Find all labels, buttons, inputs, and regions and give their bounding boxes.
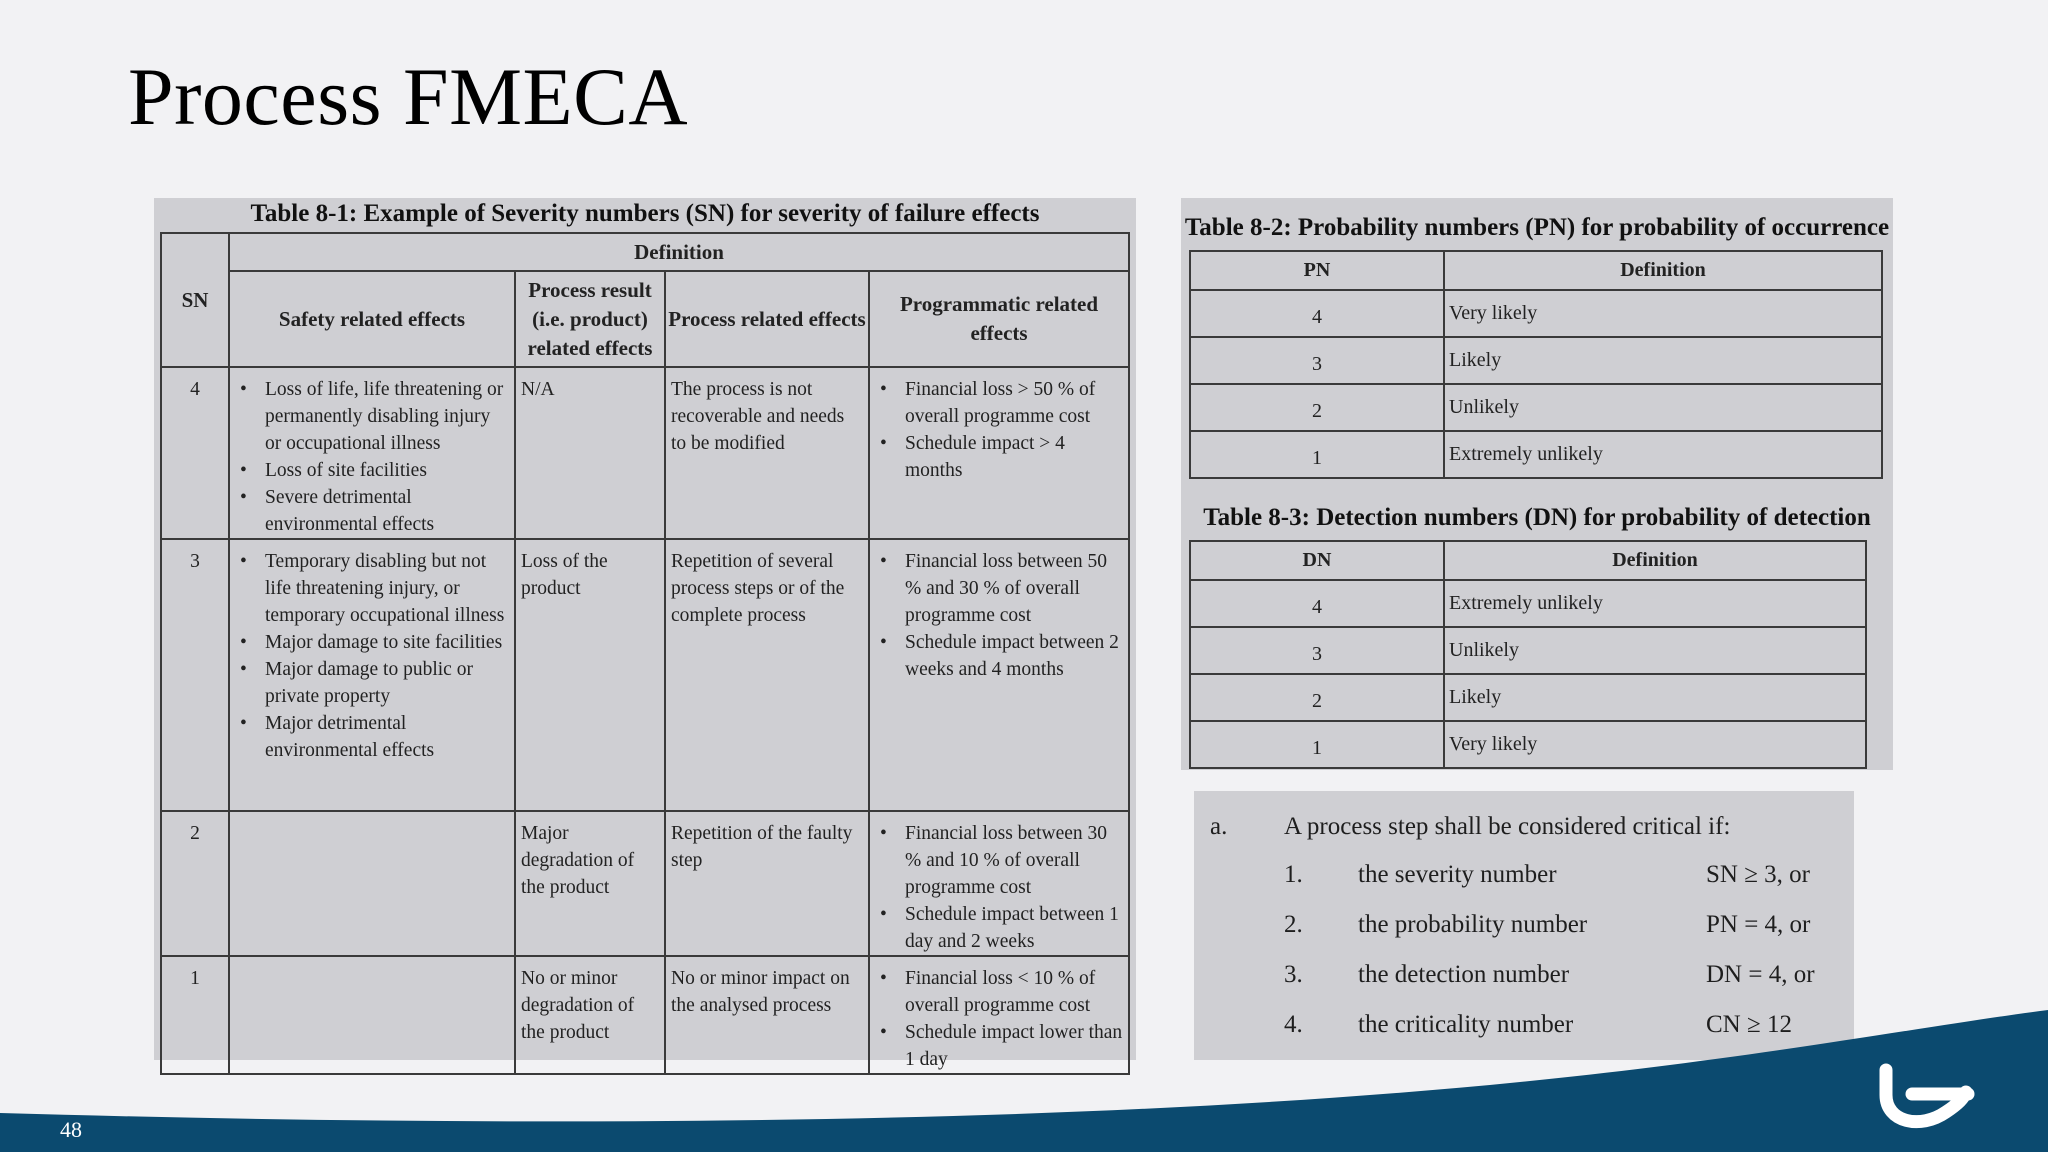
rule-item-threshold: PN = 4, or bbox=[1706, 911, 1811, 938]
pn-definition: Very likely bbox=[1444, 290, 1882, 337]
rule-item-number: 3. bbox=[1284, 961, 1303, 988]
header-pn: PN bbox=[1190, 251, 1444, 290]
rule-item-threshold: SN ≥ 3, or bbox=[1706, 861, 1811, 888]
list-item: • Major detrimental environmental effects bbox=[265, 710, 510, 764]
dn-value: 3 bbox=[1190, 627, 1444, 674]
list-item: • Loss of site facilities bbox=[265, 457, 510, 484]
pn-value: 4 bbox=[1190, 290, 1444, 337]
pn-definition: Likely bbox=[1444, 337, 1882, 384]
list-item: • Major damage to public or private property bbox=[265, 656, 510, 710]
process-result-cell: N/A bbox=[515, 367, 665, 539]
header-process-result: Process result (i.e. product) related effects bbox=[515, 271, 665, 367]
rule-item-description: the probability number bbox=[1358, 911, 1588, 938]
process-related-cell: Repetition of the faulty step bbox=[665, 811, 869, 956]
rule-label: a. bbox=[1210, 813, 1228, 840]
sn-value: 3 bbox=[161, 539, 229, 811]
list-item: • Severe detrimental environmental effects bbox=[265, 484, 510, 538]
list-item: • Schedule impact lower than 1 day bbox=[905, 1019, 1124, 1073]
dn-definition: Likely bbox=[1444, 674, 1866, 721]
process-related-cell: No or minor impact on the analysed process bbox=[665, 956, 869, 1074]
rule-item-number: 4. bbox=[1284, 1011, 1303, 1038]
slide-title: Process FMECA bbox=[128, 51, 689, 142]
list-item: • Schedule impact > 4 months bbox=[905, 430, 1124, 484]
sn-value: 2 bbox=[161, 811, 229, 956]
header-safety: Safety related effects bbox=[229, 271, 515, 367]
header-dn: DN bbox=[1190, 541, 1444, 580]
process-related-cell: Repetition of several process steps or of the complete process bbox=[665, 539, 869, 811]
header-definition: Definition bbox=[229, 233, 1129, 271]
pn-value: 3 bbox=[1190, 337, 1444, 384]
list-item: • Financial loss between 50 % and 30 % of overall programme cost bbox=[905, 548, 1124, 629]
dn-definition: Unlikely bbox=[1444, 627, 1866, 674]
sn-value: 4 bbox=[161, 367, 229, 539]
header-programmatic: Programmatic related effects bbox=[869, 271, 1129, 367]
rule-intro: A process step shall be considered critical if: bbox=[1284, 813, 1731, 840]
dn-value: 2 bbox=[1190, 674, 1444, 721]
rule-item-threshold: DN = 4, or bbox=[1706, 961, 1815, 988]
process-result-cell: Loss of the product bbox=[515, 539, 665, 811]
footer-wave-shape bbox=[0, 1010, 2048, 1152]
dn-definition: Very likely bbox=[1444, 721, 1866, 768]
detection-table-caption: Table 8-3: Detection numbers (DN) for probability of detection bbox=[1203, 504, 1871, 531]
rule-item-description: the severity number bbox=[1358, 861, 1557, 888]
rule-item-description: the detection number bbox=[1358, 961, 1570, 988]
rule-item-description: the criticality number bbox=[1358, 1011, 1574, 1038]
rule-item-threshold: CN ≥ 12 bbox=[1706, 1011, 1792, 1038]
probability-table-caption: Table 8-2: Probability numbers (PN) for probability of occurrence bbox=[1184, 214, 1890, 241]
list-item: • Major damage to site facilities bbox=[265, 629, 510, 656]
dn-value: 4 bbox=[1190, 580, 1444, 627]
list-item: • Schedule impact between 1 day and 2 weeks bbox=[905, 901, 1124, 955]
list-item: • Schedule impact between 2 weeks and 4 months bbox=[905, 629, 1124, 683]
process-related-cell: The process is not recoverable and needs to be modified bbox=[665, 367, 869, 539]
list-item: • Temporary disabling but not life threatening injury, or temporary occupational illness bbox=[265, 548, 510, 629]
pn-value: 2 bbox=[1190, 384, 1444, 431]
list-item: • Financial loss > 50 % of overall programme cost bbox=[905, 376, 1124, 430]
pn-definition: Unlikely bbox=[1444, 384, 1882, 431]
list-item: • Financial loss < 10 % of overall programme cost bbox=[905, 965, 1124, 1019]
process-result-cell: No or minor degradation of the product bbox=[515, 956, 665, 1074]
sn-value: 1 bbox=[161, 956, 229, 1074]
header-process-related: Process related effects bbox=[665, 271, 869, 367]
rule-item-number: 2. bbox=[1284, 911, 1303, 938]
header-pn-definition: Definition bbox=[1444, 251, 1882, 290]
header-dn-definition: Definition bbox=[1444, 541, 1866, 580]
severity-table-caption: Table 8-1: Example of Severity numbers (SN) for severity of failure effects bbox=[250, 200, 1040, 227]
dn-definition: Extremely unlikely bbox=[1444, 580, 1866, 627]
list-item: • Financial loss between 30 % and 10 % of overall programme cost bbox=[905, 820, 1124, 901]
process-result-cell: Major degradation of the product bbox=[515, 811, 665, 956]
page-number: 48 bbox=[60, 1117, 82, 1142]
pn-value: 1 bbox=[1190, 431, 1444, 478]
list-item: • Loss of life, life threatening or permanently disabling injury or occupational illness bbox=[265, 376, 510, 457]
pn-definition: Extremely unlikely bbox=[1444, 431, 1882, 478]
header-sn: SN bbox=[161, 233, 229, 367]
rule-item-number: 1. bbox=[1284, 861, 1303, 888]
dn-value: 1 bbox=[1190, 721, 1444, 768]
